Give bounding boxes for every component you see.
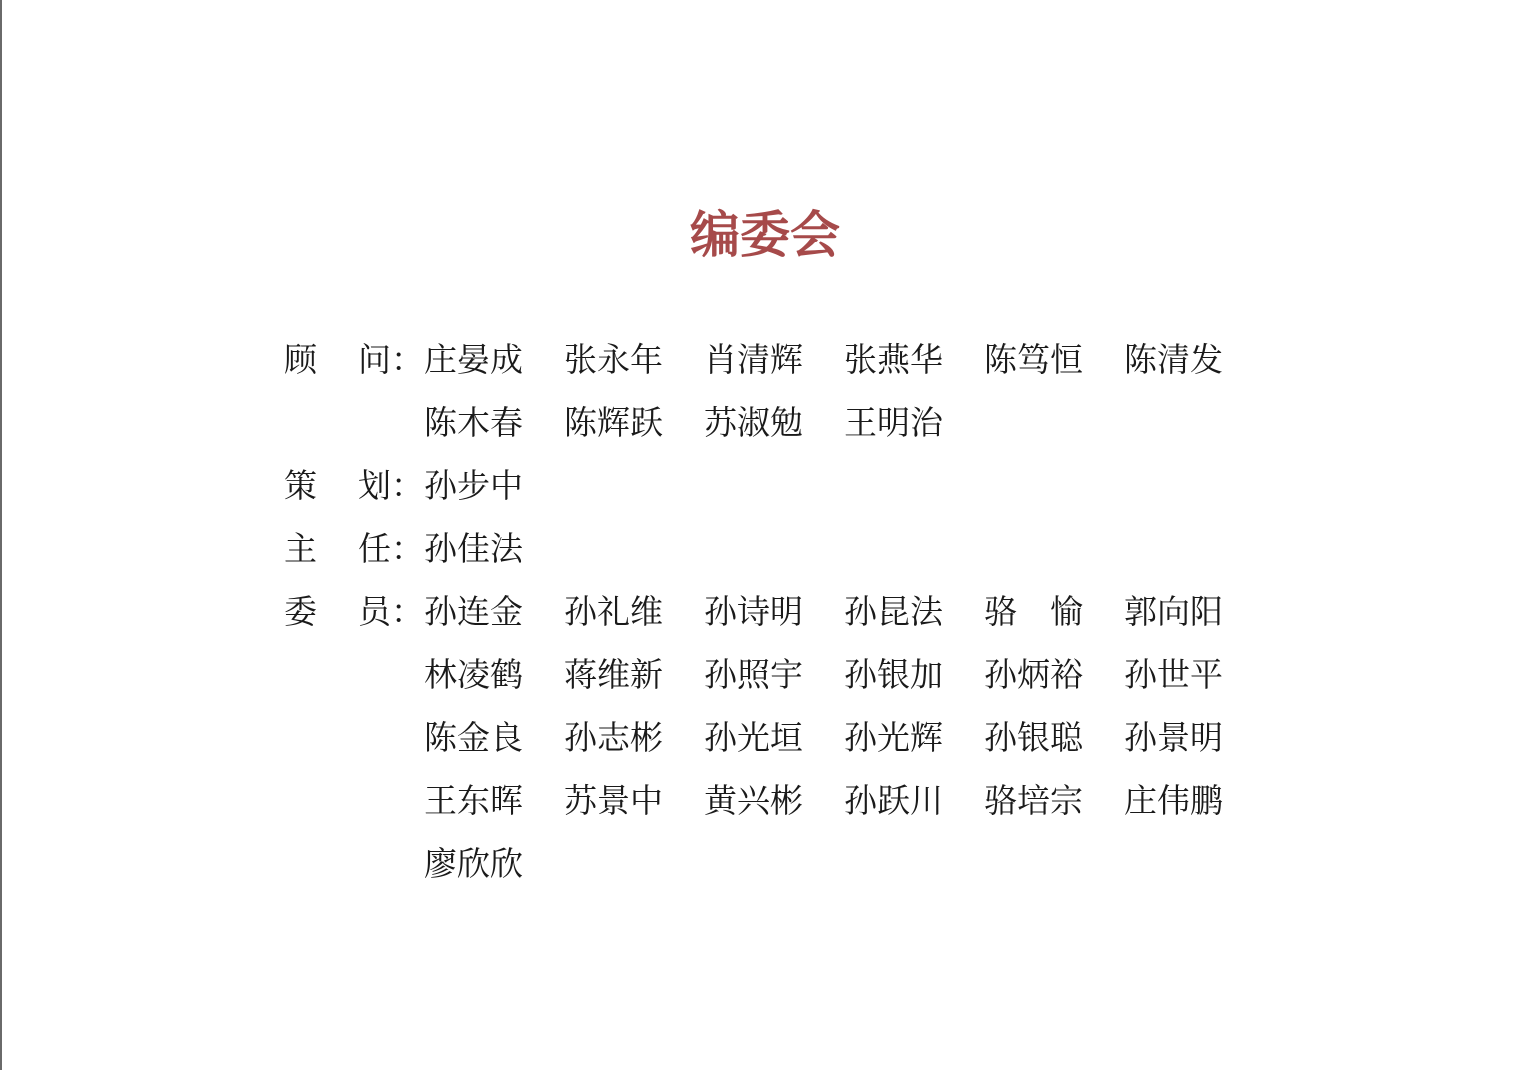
names-planning bbox=[424, 454, 1264, 517]
member-name: 孙志彬 bbox=[564, 718, 663, 757]
role-char: 任： bbox=[358, 529, 424, 568]
committee-roster bbox=[284, 328, 1284, 895]
member-name: 黄兴彬 bbox=[704, 781, 803, 820]
role-char: 顾 bbox=[284, 340, 317, 379]
role-char: 策 bbox=[284, 466, 317, 505]
member-name: 孙佳法 bbox=[424, 529, 523, 568]
member-name: 蒋维新 bbox=[564, 655, 663, 694]
section-planning bbox=[284, 454, 1284, 517]
section-director bbox=[284, 517, 1284, 580]
member-name: 孙诗明 bbox=[704, 592, 803, 631]
section-advisors bbox=[284, 328, 1284, 454]
member-name: 廖欣欣 bbox=[424, 844, 523, 883]
names-members bbox=[424, 580, 1264, 895]
member-name: 孙照宇 bbox=[704, 655, 803, 694]
member-name: 陈笃恒 bbox=[984, 340, 1083, 379]
names-director bbox=[424, 517, 1264, 580]
member-name: 孙跃川 bbox=[844, 781, 943, 820]
role-char: 员： bbox=[358, 592, 424, 631]
member-name: 孙连金 bbox=[424, 592, 523, 631]
member-name: 孙礼维 bbox=[564, 592, 663, 631]
page-title: 编委会 bbox=[690, 205, 840, 264]
role-label-planning bbox=[284, 454, 424, 517]
member-name: 孙昆法 bbox=[844, 592, 943, 631]
member-name: 陈清发 bbox=[1124, 340, 1223, 379]
member-name: 骆培宗 bbox=[984, 781, 1083, 820]
member-name: 孙炳裕 bbox=[984, 655, 1083, 694]
member-name: 孙光辉 bbox=[844, 718, 943, 757]
role-char: 主 bbox=[284, 529, 317, 568]
member-name: 孙光垣 bbox=[704, 718, 803, 757]
names-advisors bbox=[424, 328, 1264, 454]
member-name: 林凌鹤 bbox=[424, 655, 523, 694]
member-name: 孙步中 bbox=[424, 466, 523, 505]
member-name: 苏景中 bbox=[564, 781, 663, 820]
member-name: 庄晏成 bbox=[424, 340, 523, 379]
member-name: 陈辉跃 bbox=[564, 403, 663, 442]
member-name: 王东晖 bbox=[424, 781, 523, 820]
role-char: 问： bbox=[358, 340, 424, 379]
member-name: 孙银加 bbox=[844, 655, 943, 694]
member-name: 孙景明 bbox=[1124, 718, 1223, 757]
member-name: 苏淑勉 bbox=[704, 403, 803, 442]
member-name: 庄伟鹏 bbox=[1124, 781, 1223, 820]
role-char: 委 bbox=[284, 592, 317, 631]
member-name: 陈金良 bbox=[424, 718, 523, 757]
role-label-director bbox=[284, 517, 424, 580]
member-name: 张永年 bbox=[564, 340, 663, 379]
section-members bbox=[284, 580, 1284, 895]
role-label-advisors bbox=[284, 328, 424, 391]
page-edge-line bbox=[0, 0, 2, 1070]
member-name: 孙银聪 bbox=[984, 718, 1083, 757]
role-char: 划： bbox=[358, 466, 424, 505]
member-name: 张燕华 bbox=[844, 340, 943, 379]
role-label-members bbox=[284, 580, 424, 643]
member-name: 郭向阳 bbox=[1124, 592, 1223, 631]
member-name: 孙世平 bbox=[1124, 655, 1223, 694]
member-name: 骆 愉 bbox=[984, 592, 1083, 631]
member-name: 肖清辉 bbox=[704, 340, 803, 379]
member-name: 陈木春 bbox=[424, 403, 523, 442]
member-name: 王明治 bbox=[844, 403, 943, 442]
